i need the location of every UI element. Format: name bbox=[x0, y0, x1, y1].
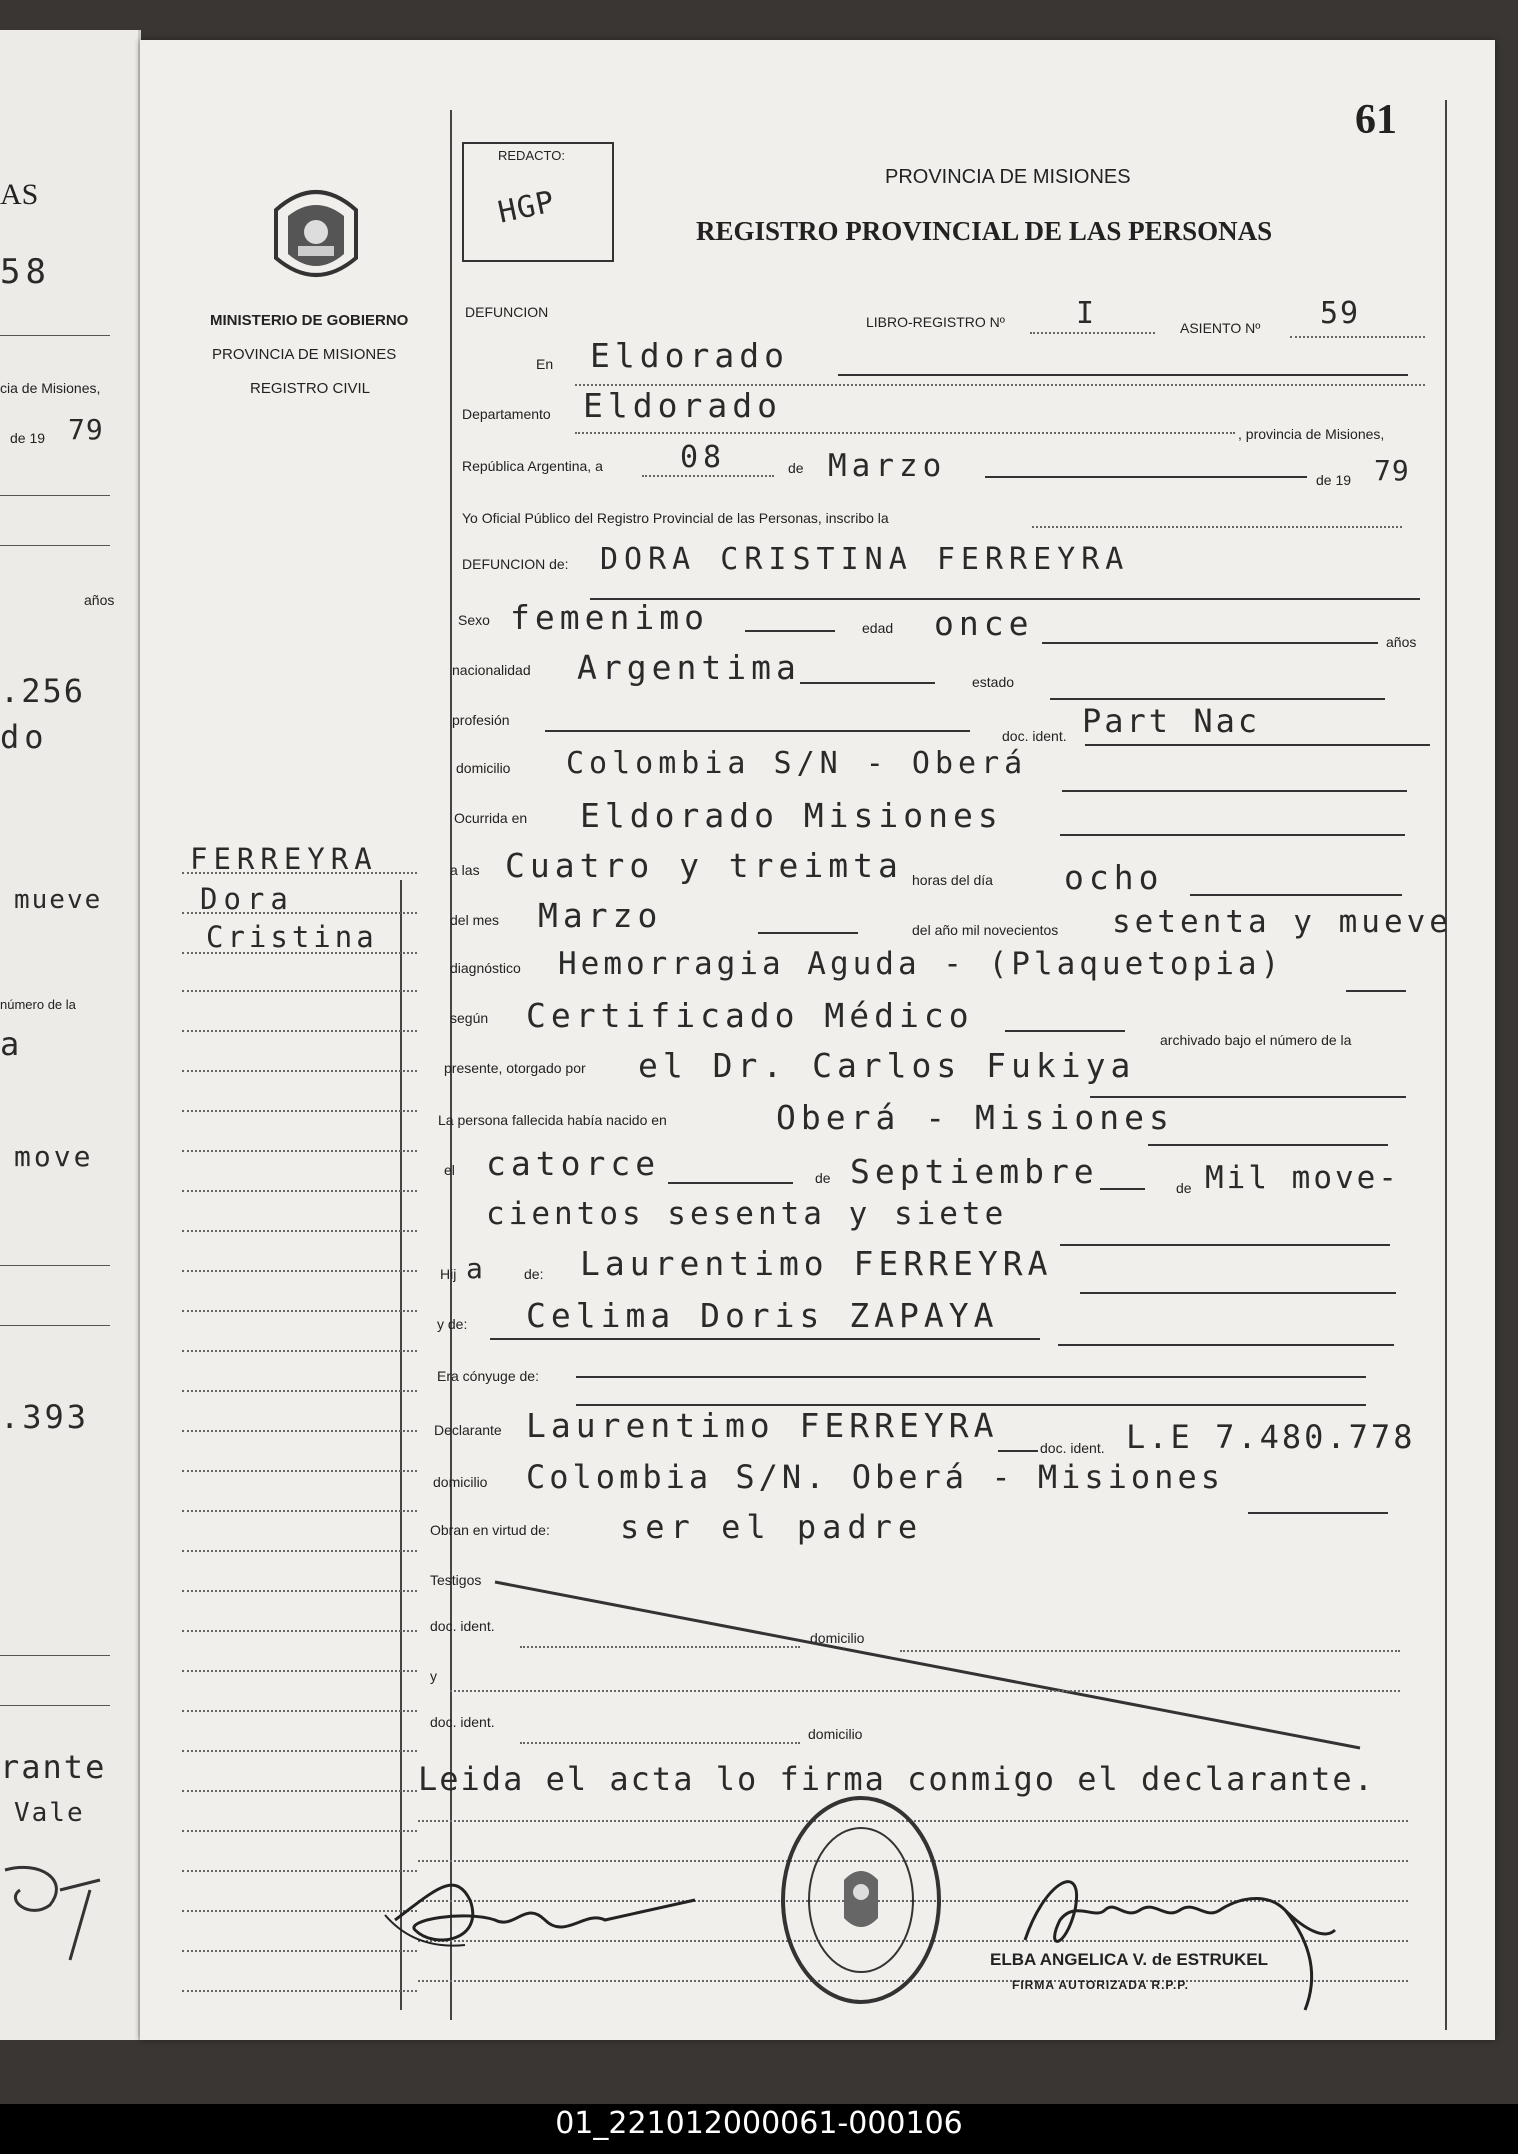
hij-value: Laurentimo FERREYRA bbox=[580, 1244, 1053, 1283]
day-value: 08 bbox=[680, 440, 727, 475]
mes-label: del mes bbox=[450, 912, 500, 928]
doc-ident-value: Part Nac bbox=[1082, 702, 1261, 740]
el-label: el bbox=[444, 1162, 455, 1178]
asiento-label: ASIENTO Nº bbox=[1180, 320, 1261, 336]
left-fragment-256: .256 bbox=[0, 672, 86, 710]
nac-day-value: catorce bbox=[486, 1144, 661, 1183]
left-fragment-do: do bbox=[0, 718, 49, 756]
margin-dots bbox=[182, 1510, 417, 1512]
margin-note-line1: FERREYRA bbox=[190, 842, 378, 876]
margin-note-line3: Cristina bbox=[206, 920, 378, 954]
left-rule bbox=[0, 1705, 110, 1706]
oficial-text: Yo Oficial Público del Registro Provincial de las Personas, inscribo la bbox=[462, 510, 889, 526]
testigos-dom1-dots bbox=[900, 1650, 1400, 1652]
conyuge-line bbox=[576, 1376, 1366, 1378]
estado-line bbox=[1050, 698, 1385, 700]
left-rule bbox=[0, 1325, 110, 1326]
testigos-doc2-label: doc. ident. bbox=[430, 1714, 495, 1730]
nacionalidad-line bbox=[800, 682, 935, 684]
obran-label: Obran en virtud de: bbox=[430, 1522, 550, 1538]
dom2-value: Colombia S/N. Oberá - Misiones bbox=[526, 1458, 1224, 1496]
mes-line bbox=[758, 932, 858, 934]
segun-value: Certificado Médico bbox=[526, 996, 974, 1035]
margin-dots bbox=[182, 1550, 417, 1552]
left-fragment-vale: Vale bbox=[14, 1798, 85, 1828]
left-fragment-move: move bbox=[14, 1140, 94, 1173]
year-value: 79 bbox=[1374, 454, 1410, 487]
coat-of-arms-icon bbox=[262, 180, 370, 292]
oficial-dots bbox=[1032, 526, 1402, 528]
alas-label: a las bbox=[450, 862, 480, 878]
edad-line bbox=[1042, 642, 1378, 644]
testigos-dom1-label: domicilio bbox=[810, 1630, 865, 1646]
domicilio-value: Colombia S/N - Oberá bbox=[566, 746, 1028, 781]
month-value: Marzo bbox=[828, 448, 947, 484]
testigos-y-dots bbox=[450, 1690, 1400, 1692]
nacionalidad-value: Argentima bbox=[577, 648, 801, 687]
departamento-dots bbox=[575, 432, 1235, 434]
defuncion-de-line bbox=[590, 598, 1420, 600]
declarante-signature-icon bbox=[375, 1860, 705, 1970]
margin-dots bbox=[182, 1350, 417, 1352]
declarante-doc-value: L.E 7.480.778 bbox=[1126, 1418, 1416, 1456]
horas-label: horas del día bbox=[912, 872, 993, 888]
testigos-label: Testigos bbox=[430, 1572, 482, 1588]
margin-dots bbox=[182, 990, 417, 992]
dom2-line bbox=[1248, 1512, 1388, 1514]
header-title: REGISTRO PROVINCIAL DE LAS PERSONAS bbox=[696, 216, 1273, 246]
month-line bbox=[985, 476, 1307, 478]
segun-line bbox=[1005, 1030, 1125, 1032]
redacto-label: REDACTO: bbox=[498, 148, 565, 163]
testigos-doc2-dots bbox=[520, 1742, 800, 1744]
profesion-line bbox=[545, 730, 970, 732]
libro-label: LIBRO-REGISTRO Nº bbox=[866, 314, 1005, 330]
nac-year-value2: cientos sesenta y siete bbox=[486, 1196, 1008, 1232]
left-fragment-a: a bbox=[0, 1025, 25, 1063]
hij-suffix: a bbox=[466, 1252, 488, 1285]
nacido-label: La persona fallecida había nacido en bbox=[438, 1112, 667, 1128]
anos-label: años bbox=[1386, 634, 1417, 650]
left-fragment-anos: años bbox=[84, 592, 115, 608]
provincia-suffix: , provincia de Misiones, bbox=[1238, 426, 1385, 442]
margin-dots bbox=[182, 1310, 417, 1312]
en-line bbox=[838, 374, 1408, 376]
domicilio-line bbox=[1062, 790, 1407, 792]
en-value: Eldorado bbox=[590, 336, 789, 375]
ocurrida-line bbox=[1060, 834, 1405, 836]
segun-label: según bbox=[450, 1010, 489, 1026]
declarante-label: Declarante bbox=[434, 1422, 502, 1438]
sexo-value: femenimo bbox=[510, 598, 709, 637]
departamento-label: Departamento bbox=[462, 406, 551, 422]
conyuge-label: Era cónyuge de: bbox=[437, 1368, 539, 1384]
diagnostico-value: Hemorragia Aguda - (Plaquetopia) bbox=[558, 946, 1284, 982]
testigos-doc1-dots bbox=[520, 1646, 800, 1648]
margin-dots bbox=[182, 1990, 417, 1992]
yde-line bbox=[1058, 1344, 1394, 1346]
left-fragment-rante: rante bbox=[0, 1748, 107, 1786]
left-scribble-icon bbox=[0, 1850, 110, 1970]
profesion-label: profesión bbox=[452, 712, 510, 728]
official-seal-icon bbox=[776, 1790, 946, 2010]
domicilio-label: domicilio bbox=[456, 760, 511, 776]
margin-dots bbox=[182, 1630, 417, 1632]
margin-dots bbox=[182, 1070, 417, 1072]
left-fragment-misiones: cia de Misiones, bbox=[0, 380, 101, 396]
page-number: 61 bbox=[1355, 97, 1397, 143]
ministry-line3: REGISTRO CIVIL bbox=[250, 380, 371, 397]
yde-label: y de: bbox=[437, 1316, 468, 1332]
obran-value: ser el padre bbox=[620, 1508, 924, 1546]
header-province: PROVINCIA DE MISIONES bbox=[885, 166, 1131, 188]
republica-label: República Argentina, a bbox=[462, 458, 603, 474]
hij-label: Hij bbox=[440, 1266, 457, 1282]
margin-dots bbox=[182, 1830, 417, 1832]
right-border-line bbox=[1445, 100, 1447, 2030]
left-rule bbox=[0, 1265, 110, 1266]
left-rule bbox=[0, 1655, 110, 1656]
left-rule bbox=[0, 495, 110, 496]
defuncion-de-label: DEFUNCION de: bbox=[462, 556, 569, 572]
testigos-dom2-label: domicilio bbox=[808, 1726, 863, 1742]
nac-de-label: de bbox=[815, 1170, 831, 1186]
margin-dots bbox=[182, 1590, 417, 1592]
yde-underline bbox=[490, 1338, 1040, 1340]
libro-value: I bbox=[1076, 296, 1100, 331]
redacto-initials: HGP bbox=[494, 184, 559, 231]
left-rule bbox=[0, 335, 110, 336]
margin-dots bbox=[182, 1030, 417, 1032]
sexo-label: Sexo bbox=[458, 612, 490, 628]
alas-value: Cuatro y treimta bbox=[505, 846, 903, 885]
footer-caption: 01_221012000061-000106 bbox=[555, 2106, 963, 2141]
doc-ident-line bbox=[1085, 744, 1430, 746]
dom2-label: domicilio bbox=[433, 1474, 488, 1490]
nacido-value: Oberá - Misiones bbox=[776, 1098, 1174, 1137]
nacionalidad-label: nacionalidad bbox=[452, 662, 531, 678]
margin-note-line bbox=[400, 880, 402, 2010]
anio-value: setenta y mueve bbox=[1112, 904, 1452, 940]
archivado-label: archivado bajo el número de la bbox=[1160, 1032, 1352, 1048]
margin-dots bbox=[182, 1670, 417, 1672]
diagnostico-label: diagnóstico bbox=[450, 960, 521, 976]
diagnostico-line bbox=[1346, 990, 1406, 992]
edad-value: once bbox=[934, 604, 1034, 643]
left-fragment-79: 79 bbox=[68, 413, 104, 446]
margin-dots bbox=[182, 1470, 417, 1472]
nacido-line bbox=[1148, 1144, 1388, 1146]
yde-value: Celima Doris ZAPAYA bbox=[526, 1296, 999, 1335]
margin-dots bbox=[182, 952, 417, 954]
margin-dots bbox=[182, 912, 417, 914]
en-label: En bbox=[536, 356, 554, 372]
nac-de2-label: de bbox=[1176, 1180, 1192, 1196]
margin-dots bbox=[182, 1270, 417, 1272]
horas-value: ocho bbox=[1064, 858, 1164, 897]
left-fragment-numero: número de la bbox=[0, 997, 76, 1012]
margin-dots bbox=[182, 1390, 417, 1392]
margin-dots bbox=[182, 1230, 417, 1232]
signature-name: ELBA ANGELICA V. de ESTRUKEL bbox=[990, 1950, 1269, 1969]
left-fragment-as: AS bbox=[0, 178, 39, 211]
ocurrida-value: Eldorado Misiones bbox=[580, 796, 1003, 835]
margin-dots bbox=[182, 1190, 417, 1192]
declarante-value: Laurentimo FERREYRA bbox=[526, 1406, 999, 1445]
margin-dots bbox=[182, 1790, 417, 1792]
nac-month-line bbox=[1100, 1188, 1145, 1190]
signature-title: FIRMA AUTORIZADA R.P.P. bbox=[1012, 1978, 1190, 1992]
de-label: de bbox=[788, 460, 804, 476]
libro-dots bbox=[1030, 332, 1155, 334]
declarante-doc-label: doc. ident. bbox=[1040, 1440, 1105, 1456]
testigos-y-label: y bbox=[430, 1668, 437, 1684]
anio-label: del año mil novecientos bbox=[912, 922, 1059, 938]
margin-dots bbox=[182, 1750, 417, 1752]
hij-line bbox=[1080, 1292, 1396, 1294]
margin-dots bbox=[182, 1110, 417, 1112]
declarante-line bbox=[998, 1450, 1038, 1452]
departamento-value: Eldorado bbox=[583, 386, 782, 425]
margin-note-line2: Dora bbox=[200, 882, 294, 916]
edad-label: edad bbox=[862, 620, 894, 636]
closing-value: Leida el acta lo firma conmigo el declarante. bbox=[418, 1760, 1375, 1798]
official-signature-icon bbox=[1005, 1850, 1345, 2020]
horas-line bbox=[1190, 894, 1402, 896]
testigos-cross-line bbox=[490, 1570, 1370, 1760]
estado-label: estado bbox=[972, 674, 1015, 690]
left-rule bbox=[0, 545, 110, 546]
form-type: DEFUNCION bbox=[465, 304, 549, 320]
margin-dots bbox=[182, 1710, 417, 1712]
margin-dots bbox=[182, 1150, 417, 1152]
nac-month-value: Septiembre bbox=[850, 1152, 1099, 1191]
margin-dots bbox=[182, 872, 417, 874]
presente-value: el Dr. Carlos Fukiya bbox=[638, 1046, 1136, 1085]
ministry-line1: MINISTERIO DE GOBIERNO bbox=[210, 312, 409, 329]
mes-value: Marzo bbox=[538, 896, 663, 935]
left-fragment-393: .393 bbox=[0, 1398, 90, 1436]
defuncion-de-value: DORA CRISTINA FERREYRA bbox=[600, 542, 1130, 577]
nac-day-line bbox=[668, 1182, 793, 1184]
ministry-line2: PROVINCIA DE MISIONES bbox=[212, 346, 397, 363]
left-fragment-58: 58 bbox=[0, 252, 51, 292]
presente-label: presente, otorgado por bbox=[444, 1060, 586, 1076]
year-prefix: de 19 bbox=[1316, 472, 1352, 488]
day-dots bbox=[642, 475, 774, 477]
nac-year-value1: Mil move- bbox=[1205, 1160, 1400, 1196]
asiento-value: 59 bbox=[1320, 296, 1361, 331]
left-fragment-de19: de 19 bbox=[10, 430, 46, 446]
sexo-line bbox=[745, 630, 835, 632]
ocurrida-label: Ocurrida en bbox=[454, 810, 528, 826]
left-fragment-mueve: mueve bbox=[14, 885, 103, 915]
testigos-doc1-label: doc. ident. bbox=[430, 1618, 495, 1634]
asiento-dots bbox=[1290, 336, 1425, 338]
nac-year-line bbox=[1060, 1244, 1390, 1246]
doc-ident-label: doc. ident. bbox=[1002, 728, 1067, 744]
hij-de-label: de: bbox=[524, 1266, 544, 1282]
margin-dots bbox=[182, 1430, 417, 1432]
